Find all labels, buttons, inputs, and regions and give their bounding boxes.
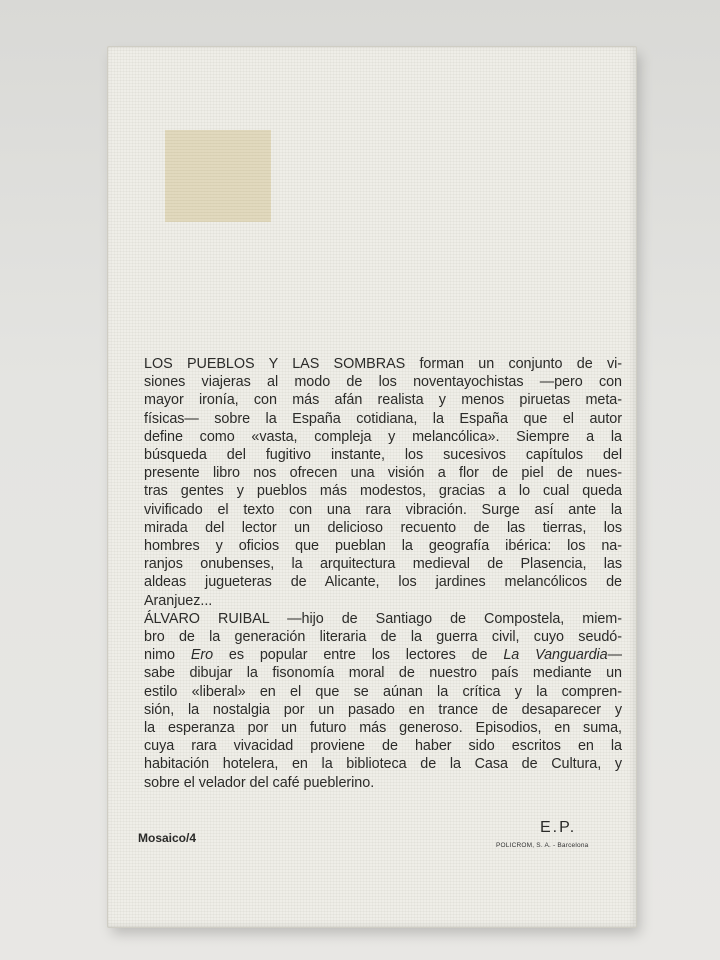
blurb-line: tras gentes y pueblos más modestos, gracias a lo cual queda: [144, 483, 622, 500]
blurb-paragraph-1: [144, 355, 622, 610]
printer-credit: POLICROM, S. A. - Barcelona: [496, 842, 589, 849]
blurb-line: [144, 646, 622, 664]
blurb-fragment: —: [607, 647, 622, 664]
blurb-line: sabe dibujar la fisonomía moral de nuestro país mediante un: [144, 665, 622, 682]
series-label: Mosaico/4: [138, 831, 197, 845]
blurb-line: sobre el velador del café pueblerino.: [144, 774, 375, 791]
blurb-line: búsqueda del fugitivo instante, los sucesivos capítulos del: [144, 447, 622, 464]
blurb-fragment: nimo: [144, 647, 191, 664]
publisher-mark: E.P.: [540, 819, 577, 836]
sticker-residue: [165, 130, 271, 222]
blurb-fragment: es popular entre los lectores de: [213, 647, 504, 664]
blurb-line: físicas— sobre la España cotidiana, la España que el autor: [144, 410, 622, 427]
blurb-line: aldeas jugueteras de Alicante, los jardines melancólicos de: [144, 574, 622, 591]
blurb-line: ranjos onubenses, la arquitectura medieval de Plasencia, las: [144, 556, 622, 573]
blurb-line: hombres y oficios que pueblan la geografía ibérica: los na-: [144, 538, 622, 555]
newspaper-title: La Vanguardia: [503, 647, 608, 664]
book-back-cover: [107, 46, 637, 928]
blurb-line: habitación hotelera, en la biblioteca de la Casa de Cultura, y: [144, 756, 622, 773]
blurb-line: presente libro nos ofrecen una visión a flor de piel de nues-: [144, 465, 622, 482]
blurb-line: ÁLVARO RUIBAL —hijo de Santiago de Compostela, miem-: [144, 610, 622, 627]
blurb-line: mayor ironía, con más afán realista y menos piruetas meta-: [144, 392, 622, 409]
blurb-line: siones viajeras al modo de los noventayochistas —pero con: [144, 374, 622, 391]
blurb-line: vivificado el texto con una rara vibración. Surge así ante la: [144, 501, 622, 518]
blurb-paragraph-2: [144, 610, 622, 792]
blurb-line: LOS PUEBLOS Y LAS SOMBRAS forman un conjunto de vi-: [144, 356, 622, 372]
blurb-line: mirada del lector un delicioso recuento de las tierras, los: [144, 519, 622, 536]
blurb-line: Aranjuez...: [144, 592, 213, 609]
blurb-line: la esperanza por un futuro más generoso. Episodios, en suma,: [144, 720, 622, 737]
blurb-line: cuya rara vivacidad proviene de haber sido escritos en la: [144, 738, 622, 755]
blurb-line: sión, la nostalgia por un pasado en trance de desaparecer y: [144, 701, 622, 718]
blurb-line: define como «vasta, compleja y melancólica». Siempre a la: [144, 428, 622, 445]
blurb-line: estilo «liberal» en el que se aúnan la crítica y la compren-: [144, 683, 622, 700]
blurb-text: [144, 355, 622, 792]
blurb-line: bro de la generación literaria de la guerra civil, cuyo seudó-: [144, 629, 622, 646]
pseudonym: Ero: [190, 647, 214, 664]
